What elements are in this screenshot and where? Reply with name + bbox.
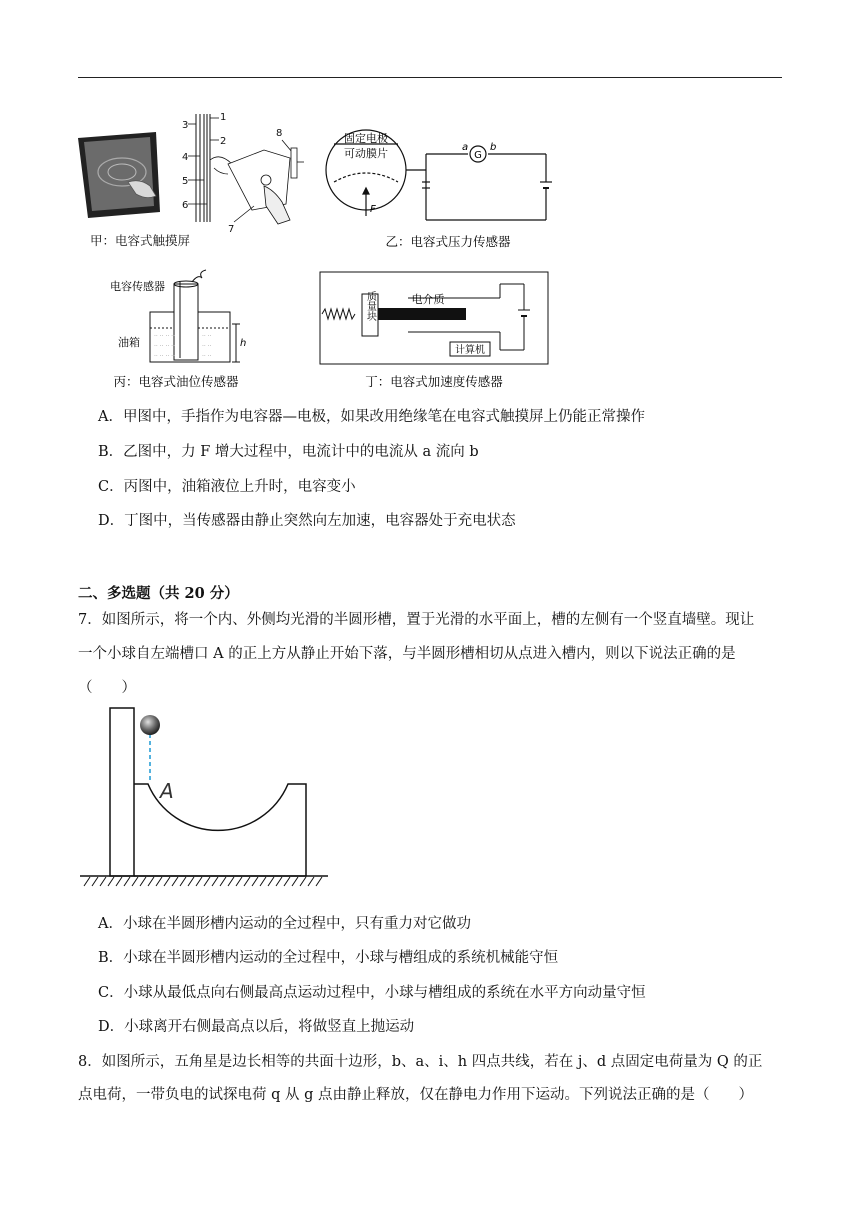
q7-option-b: B．小球在半圆形槽内运动的全过程中，小球与槽组成的系统机械能守恒: [98, 950, 559, 966]
tank-label: 油箱: [118, 336, 140, 349]
figure-jia-touchscreen: [78, 110, 318, 248]
svg-text:·· ·· ·· ··: ·· ·· ·· ··: [154, 333, 175, 340]
svg-text:·· ·· ·· ··: ·· ·· ·· ··: [154, 353, 175, 360]
q6-option-a: A．甲图中，手指作为电容器—电极，如果改用绝缘笔在电容式触摸屏上仍能正常操作: [98, 409, 645, 425]
figure-bing-oil-level: [100, 272, 280, 390]
movable-film-label: 可动膜片: [344, 147, 388, 160]
q7-option-a: A．小球在半圆形槽内运动的全过程中，只有重力对它做功: [98, 916, 471, 932]
q7-option-d: D．小球离开右侧最高点以后，将做竖直上抛运动: [98, 1019, 415, 1035]
fixed-plate-label: 固定电极: [344, 132, 388, 145]
label-5: 5: [182, 176, 189, 187]
svg-text:·· ··: ·· ··: [202, 333, 212, 340]
point-a-label: A: [160, 779, 174, 803]
label-7: 7: [228, 224, 235, 235]
figure-q7-groove: [80, 706, 330, 896]
screen-layers: [196, 114, 210, 222]
q6-option-c: C．丙图中，油箱液位上升时，电容变小: [98, 479, 356, 495]
label-1: 1: [220, 112, 227, 123]
caption-bing: 丙：电容式油位传感器: [113, 374, 239, 389]
caption-ding: 丁：电容式加速度传感器: [365, 374, 503, 389]
sensor-label: 电容传感器: [110, 280, 165, 293]
svg-text:·· ··: ·· ··: [202, 343, 212, 350]
h-label: h: [240, 338, 247, 349]
q8-line-1: 8．如图所示，五角星是边长相等的共面十边形，b、a、i、h 四点共线，若在 j、d 点固定电荷量为 Q 的正: [78, 1054, 763, 1070]
mass-label: 质量块: [364, 291, 376, 321]
label-2: 2: [220, 136, 227, 147]
figure-yi-pressure-sensor: [318, 124, 558, 250]
dielectric-bar: [378, 308, 466, 320]
label-8: 8: [276, 128, 283, 139]
q6-option-b: B．乙图中，力 F 增大过程中，电流计中的电流从 a 流向 b: [98, 444, 479, 460]
galvanometer-label: G: [474, 150, 482, 161]
label-3: 3: [182, 120, 189, 131]
label-6: 6: [182, 200, 189, 211]
q8-line-2: 点电荷，一带负电的试探电荷 q 从 g 点由静止释放，仅在静电力作用下运动。下列说法正确的是（ ）: [78, 1087, 753, 1103]
figure-ding-accelerometer: [318, 270, 550, 390]
tablet-image: [78, 132, 160, 218]
point-b-label: b: [490, 142, 497, 153]
q6-option-d: D．丁图中，当传感器由静止突然向左加速，电容器处于充电状态: [98, 513, 516, 529]
force-label: F: [370, 204, 376, 215]
label-4: 4: [182, 152, 189, 163]
q7-option-c: C．小球从最低点向右侧最高点运动过程中，小球与槽组成的系统在水平方向动量守恒: [98, 985, 646, 1001]
q7-line-1: 7．如图所示，将一个内、外侧均光滑的半圆形槽，置于光滑的水平面上，槽的左侧有一个竖直墙壁。现让: [78, 612, 755, 628]
dielectric-label: 电介质: [411, 293, 445, 306]
svg-text:·· ·· ·· ··: ·· ·· ·· ··: [154, 343, 175, 350]
svg-text:·· ··: ·· ··: [202, 353, 212, 360]
header-rule: [78, 77, 782, 78]
caption-jia: 甲：电容式触摸屏: [89, 233, 191, 248]
point-a-label: a: [462, 142, 469, 153]
caption-yi: 乙：电容式压力传感器: [385, 234, 511, 249]
section-heading: 二、多选题（共 20 分）: [78, 585, 239, 602]
q7-line-3: （ ）: [78, 680, 136, 696]
q7-line-2: 一个小球自左端槽口 A 的正上方从静止开始下落，与半圆形槽相切从点进入槽内，则以下说法正确的是: [78, 646, 736, 662]
computer-label: 计算机: [455, 345, 485, 356]
ball: [140, 715, 160, 735]
